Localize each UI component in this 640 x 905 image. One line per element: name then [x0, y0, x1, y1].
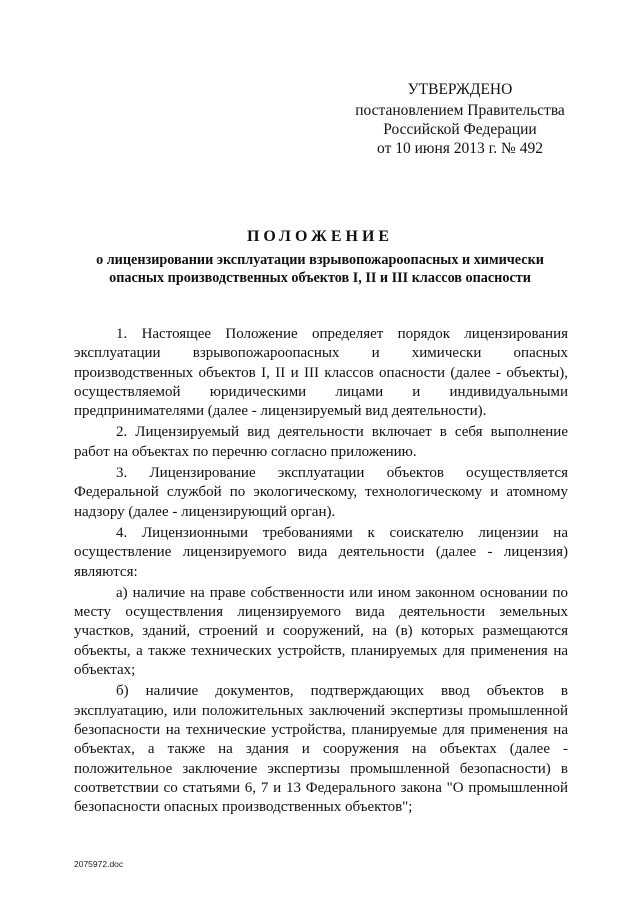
paragraph-3: 3. Лицензирование эксплуатации объектов осуществляется Федеральной службой по экологическому, технологическому и атомному надзору (далее - лицензирующий орган). — [74, 465, 568, 520]
approval-line-1: постановлением Правительства — [355, 102, 565, 119]
document-title: ПОЛОЖЕНИЕ — [246, 228, 394, 245]
document-subtitle: о лицензировании эксплуатации взрывопожароопасных и химически опасных производственных объектов I, II и III классов опасности — [96, 252, 544, 286]
paragraph-1: 1. Настоящее Положение определяет порядок лицензирования эксплуатации взрывопожароопасных и химически опасных производственных объектов I, II и III классов опасности (далее - объекты), осуществляемой юридическими лицами и индивидуальными предпринимателями (далее - лицензируемый вид деятельности). — [74, 326, 568, 420]
paragraph-2: 2. Лицензируемый вид деятельности включает в себя выполнение работ на объектах по перечню согласно приложению. — [74, 424, 568, 460]
footer-file-name: 2075972.doc — [74, 859, 124, 869]
approval-block — [340, 80, 580, 158]
approval-line-2: Российской Федерации — [383, 121, 537, 138]
paragraph-4a: а) наличие на праве собственности или ином законном основании по месту осуществления лицензируемого вида деятельности земельных участков, зданий, строений и сооружений, на (в) которых размещаются объекты, а также технических устройств, планируемых для применения на объектах; — [74, 584, 568, 679]
approval-line-3: от 10 июня 2013 г. № 492 — [377, 140, 543, 157]
approval-heading: УТВЕРЖДЕНО — [407, 81, 513, 98]
document-body — [74, 325, 568, 819]
paragraph-4b: б) наличие документов, подтверждающих ввод объектов в эксплуатацию, или положительных заключений экспертизы промышленной безопасности на технические устройства, планируемые для применения на объектах, а также на здания и сооружения на объектах (далее - положительное заключение экспертизы промышленной безопасности) в соответствии со статьями 6, 7 и 13 Федерального закона "О промышленной безопасности опасных производственных объектов"; — [74, 683, 568, 816]
paragraph-4: 4. Лицензионными требованиями к соискателю лицензии на осуществление лицензируемого вида деятельности (далее - лицензия) являются: — [74, 524, 568, 580]
